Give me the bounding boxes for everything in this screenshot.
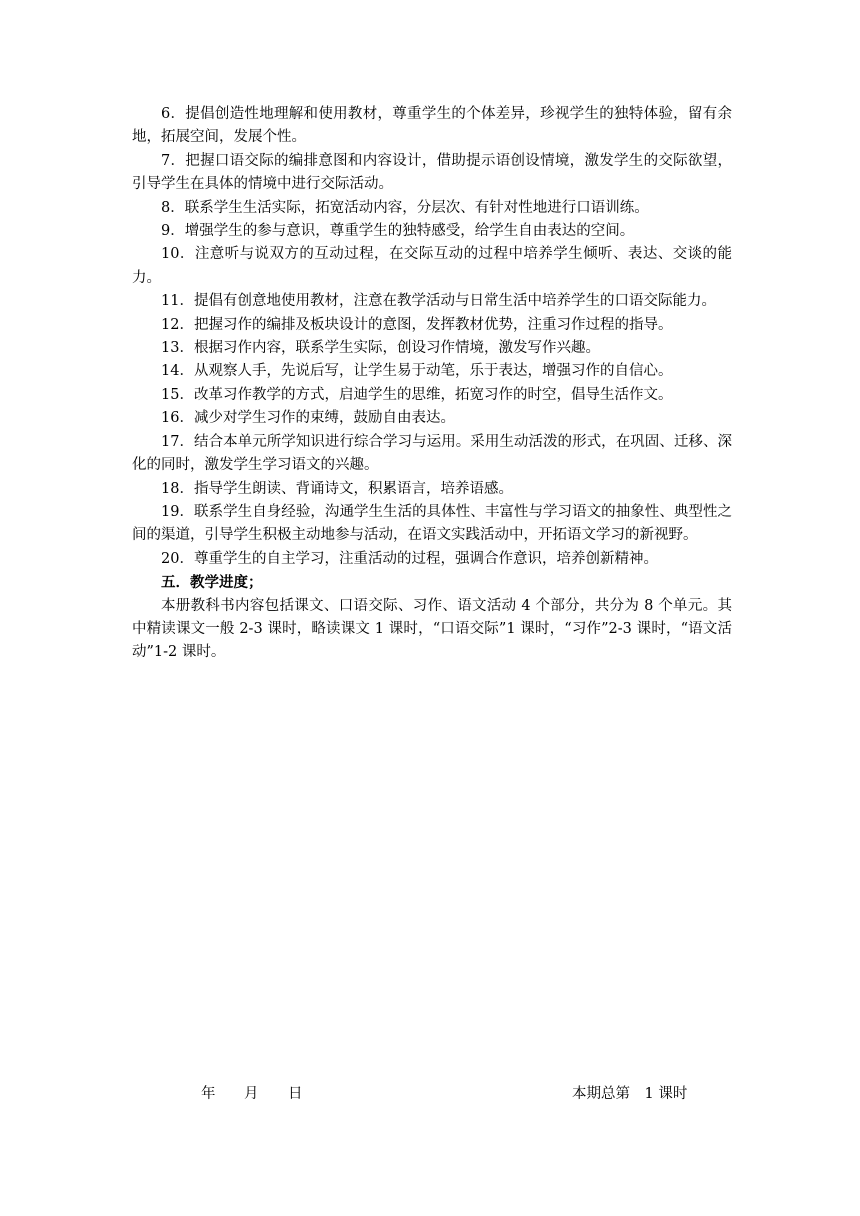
paragraph-item-13: 13．根据习作内容，联系学生实际，创设习作情境，激发写作兴趣。 bbox=[161, 340, 600, 357]
document-body bbox=[132, 103, 732, 665]
paragraph-item-19: 19．联系学生自身经验，沟通学生生活的具体性、丰富性与学习语文的抽象性、典型性之间的渠道，引导学生积极主动地参与活动，在语文实践活动中，开拓语文学习的新视野。 bbox=[132, 503, 732, 544]
footer-year-label: 年 bbox=[201, 1086, 216, 1102]
paragraph-item-15: 15．改革习作教学的方式，启迪学生的思维，拓宽习作的时空，倡导生活作文。 bbox=[161, 386, 673, 403]
paragraph-item-9: 9．增强学生的参与意识，尊重学生的独特感受，给学生自由表达的空间。 bbox=[161, 223, 635, 240]
footer-day-label: 日 bbox=[288, 1086, 303, 1102]
page-footer bbox=[0, 1082, 860, 1106]
paragraph-item-6: 6．提倡创造性地理解和使用教材，尊重学生的个体差异，珍视学生的独特体验，留有余地，拓展空间，发展个性。 bbox=[132, 106, 732, 146]
paragraph-item-16: 16．减少对学生习作的束缚，鼓励自由表达。 bbox=[161, 410, 455, 427]
paragraph-item-12: 12．把握习作的编排及板块设计的意图，发挥教材优势，注重习作过程的指导。 bbox=[161, 316, 673, 333]
paragraph-item-20: 20．尊重学生的自主学习，注重活动的过程，强调合作意识，培养创新精神。 bbox=[161, 550, 658, 567]
footer-month-label: 月 bbox=[244, 1086, 259, 1102]
paragraph-item-14: 14．从观察人手，先说后写，让学生易于动笔，乐于表达，增强习作的自信心。 bbox=[161, 363, 673, 380]
paragraph-item-7: 7．把握口语交际的编排意图和内容设计，借助提示语创设情境，激发学生的交际欲望，引导学生在具体的情境中进行交际活动。 bbox=[132, 152, 732, 193]
paragraph-item-17: 17．结合本单元所学知识进行综合学习与运用。采用生动活泼的形式，在巩固、迁移、深化的同时，激发学生学习语文的兴趣。 bbox=[132, 433, 732, 474]
paragraph-item-10: 10．注意听与说双方的互动过程，在交际互动的过程中培养学生倾听、表达、交谈的能力。 bbox=[132, 246, 732, 286]
teaching-progress-paragraph: 本册教科书内容包括课文、口语交际、习作、语文活动 4 个部分，共分为 8 个单元。其中精读课文一般 2-3 课时，略读课文 1 课时，“口语交际”1 课时，“习作”2-3 课时，“语文活动”1-2 课时。 bbox=[132, 597, 732, 661]
section-heading: 五．教学进度； bbox=[161, 574, 263, 592]
paragraph-item-11: 11．提倡有创意地使用教材，注意在教学活动与日常生活中培养学生的口语交际能力。 bbox=[161, 293, 716, 310]
paragraph-item-18: 18．指导学生朗读、背诵诗文，积累语言，培养语感。 bbox=[161, 480, 513, 497]
paragraph-item-8: 8．联系学生生活实际，拓宽活动内容，分层次、有针对性地进行口语训练。 bbox=[161, 199, 649, 216]
footer-period-total: 本期总第 1 课时 bbox=[572, 1086, 688, 1102]
